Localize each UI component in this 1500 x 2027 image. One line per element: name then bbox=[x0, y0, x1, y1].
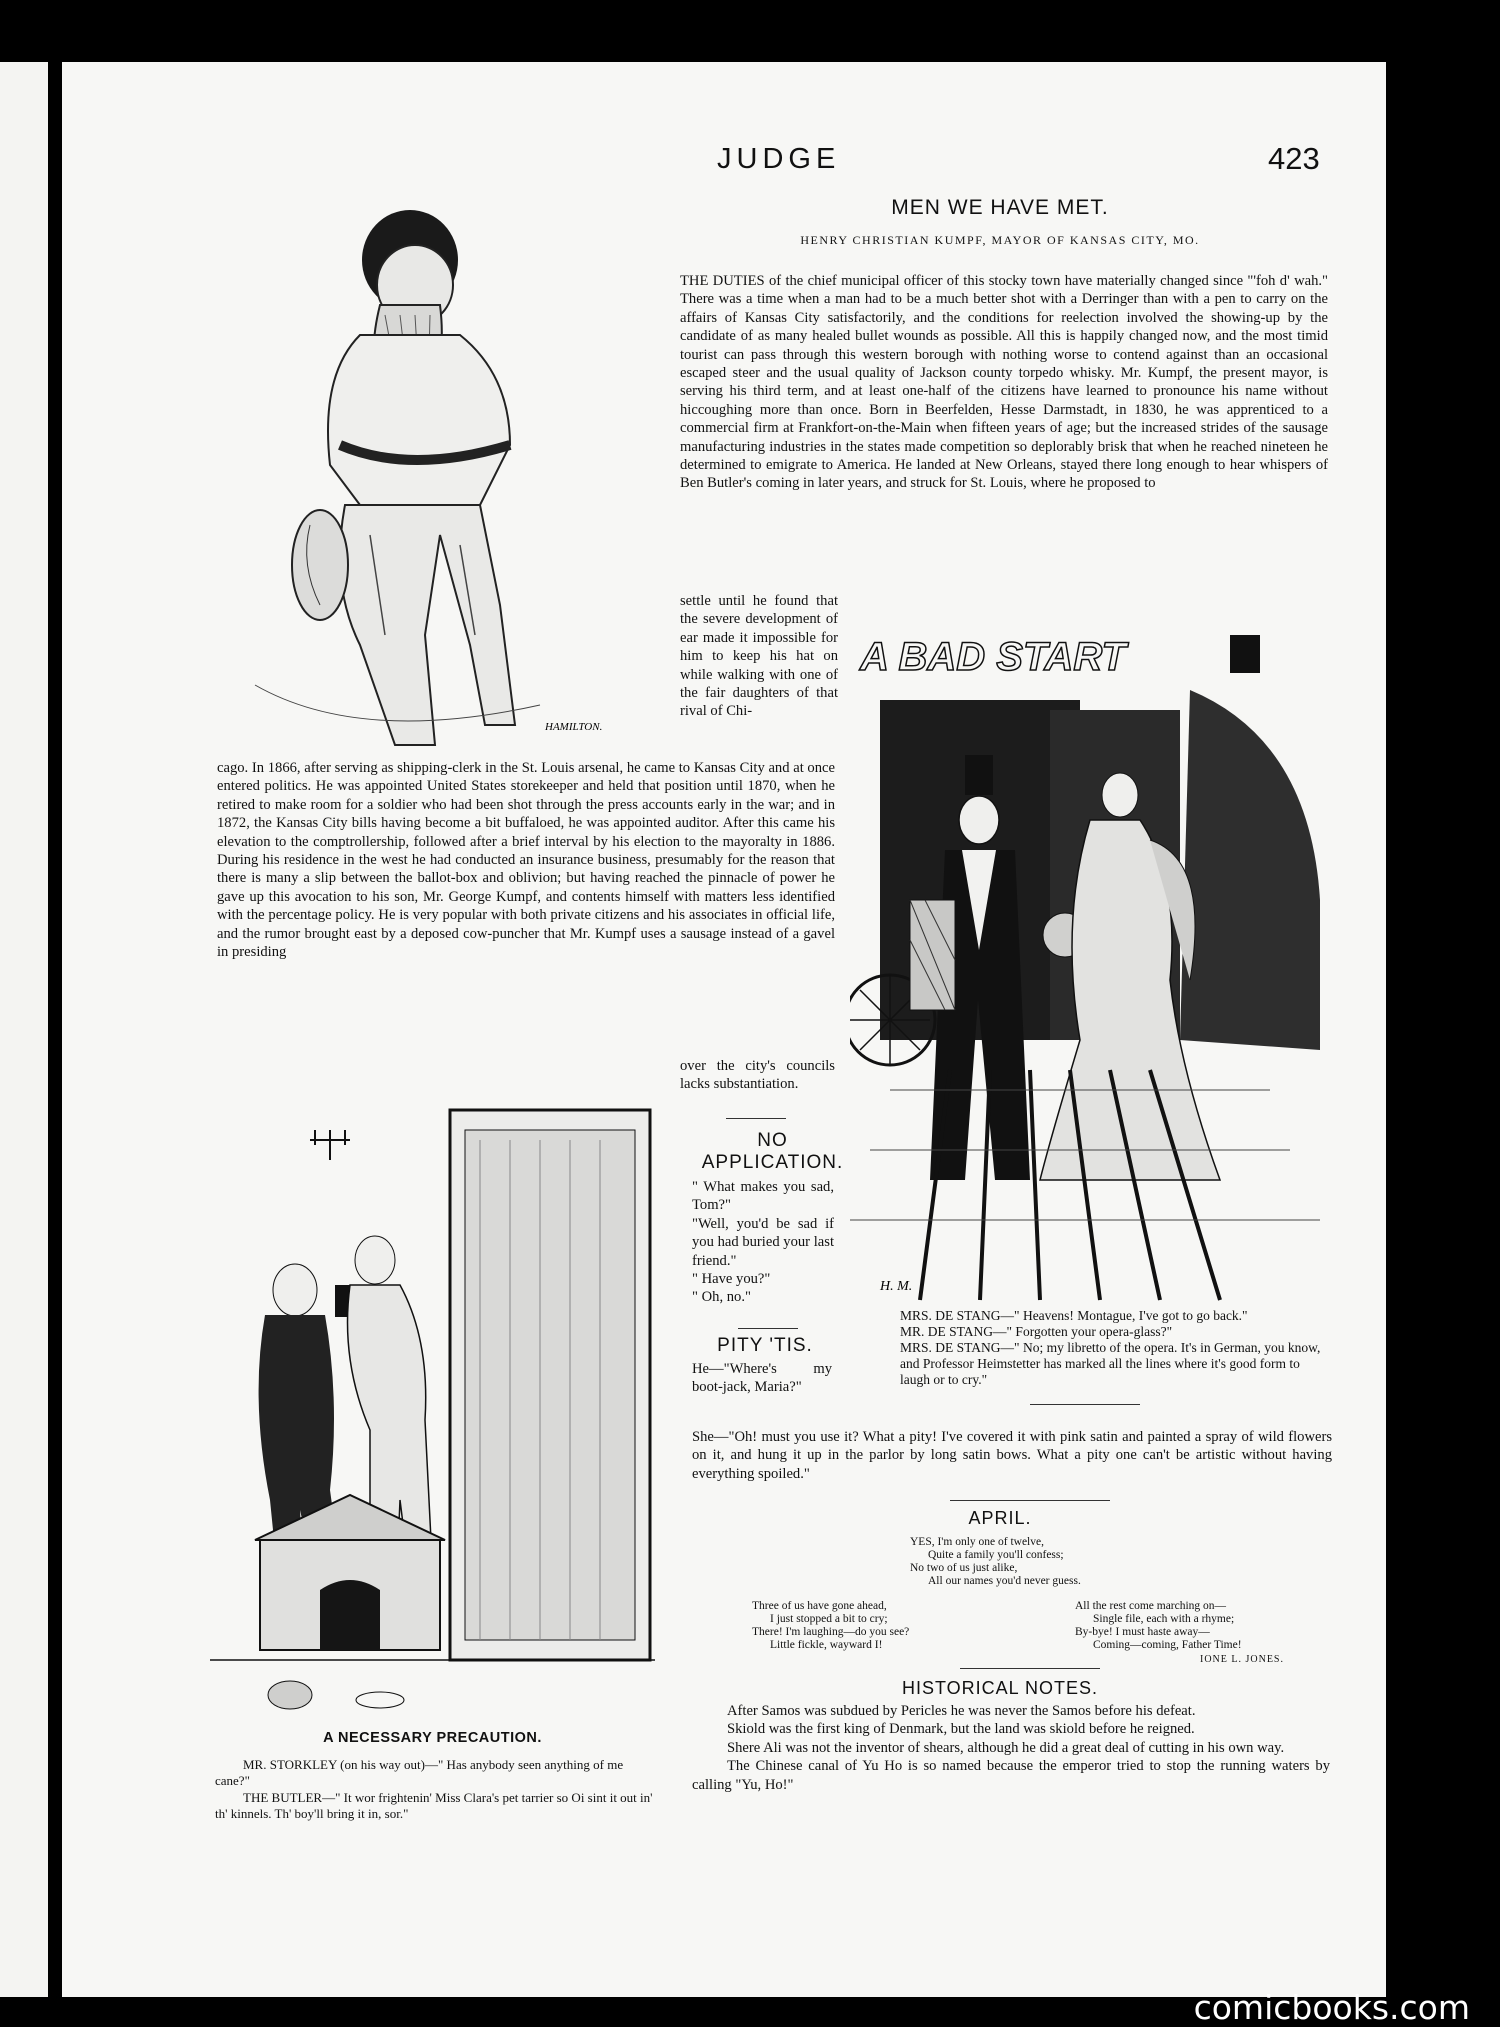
article-body-narrow: settle until he found that the severe development of ear made it impossible for him to keep his hat on while walking with one of the fair daughters of that rival of Chi- bbox=[680, 593, 838, 720]
dialogue-line: " Oh, no." bbox=[692, 1289, 751, 1306]
dialogue-line: " What makes you sad, Tom?" bbox=[692, 1179, 834, 1214]
watermark-logo: comicbooks.com bbox=[1193, 1988, 1470, 2027]
no-application-text bbox=[692, 1178, 834, 1307]
poem-line: Coming—coming, Father Time! bbox=[1093, 1639, 1242, 1651]
divider bbox=[726, 1118, 786, 1119]
bad-start-title: A BAD START bbox=[860, 635, 1126, 679]
page-number: 423 bbox=[1268, 141, 1320, 176]
poem-line: Three of us have gone ahead, bbox=[752, 1600, 887, 1612]
poem-line: By-bye! I must haste away— bbox=[1075, 1626, 1210, 1638]
poem-line: There! I'm laughing—do you see? bbox=[752, 1626, 910, 1638]
necessary-precaution-illustration bbox=[210, 1100, 655, 1715]
divider bbox=[950, 1500, 1110, 1501]
facing-page-edge bbox=[0, 62, 48, 1997]
caption-line: MRS. DE STANG—" No; my libretto of the opera. It's in German, you know, and Professor Heimstetter has marked all the lines where it's good form to laugh or to cry." bbox=[900, 1340, 1321, 1387]
article-subtitle: HENRY CHRISTIAN KUMPF, MAYOR OF KANSAS CITY, MO. bbox=[800, 233, 1200, 247]
poem-line: YES, I'm only one of twelve, bbox=[910, 1536, 1044, 1548]
note-line: After Samos was subdued by Pericles he was never the Samos before his defeat. bbox=[727, 1703, 1196, 1719]
april-stanza-right bbox=[1075, 1600, 1335, 1652]
pity-tis-she: She—"Oh! must you use it? What a pity! I've covered it with pink satin and painted a spray of wild flowers on it, and hung it up in the parlor by long satin bows. What a pity one can't be artistic without having everything spoiled." bbox=[692, 1429, 1332, 1482]
dialogue-line: " Have you?" bbox=[692, 1271, 771, 1288]
divider bbox=[960, 1668, 1100, 1669]
bad-start-caption bbox=[855, 1308, 1325, 1388]
poem-line: Quite a family you'll confess; bbox=[928, 1549, 1064, 1561]
note-line: Shere Ali was not the inventor of shears, although he did a great deal of cutting in his own way. bbox=[727, 1739, 1285, 1756]
poem-line: Single file, each with a rhyme; bbox=[1093, 1613, 1235, 1625]
poem-line: No two of us just alike, bbox=[910, 1562, 1018, 1574]
article-body-full: THE DUTIES of the chief municipal officer of this stocky town have materially changed since "'foh d' wah." There was a time when a man had to be a much better shot with a Derringer than with a pen to carry on the affairs of Kansas City satisfactorily, and the conditions for reelection involved the showing-up by the candidate of as many healed bullet wounds as possible. All this is happily changed now, and the most timid tourist can pass through this western borough with nothing worse to contend against than an occasional escaped steer and the usual quality of Jackson county torpedo whisky. Mr. Kumpf, the present mayor, is serving his third term, and at least one-half of the citizens have learned to pronounce his name without hiccoughing more than once. Born in Beerfelden, Hesse Darmstadt, in 1830, he was apprenticed to a commercial firm at Frankfort-on-the-Main when fifteen years of age; but the increased strides of the sausage manufacturing industries in the states made competition so deplorably brisk that when he reached nineteen he determined to emigrate to America. He landed at New Orleans, stayed there long enough to hear whispers of Ben Butler's coming in later years, and struck for St. Louis, where he proposed to bbox=[680, 273, 1328, 492]
article-body-wide: cago. In 1866, after serving as shipping-clerk in the St. Louis arsenal, he came to Kansas City and at once entered politics. He was appointed United States storekeeper and held that position until 1870, when he retired to make room for a soldier who had been shot through the press accounts early in the war; and in 1872, the Kansas City bills having become a bit buffaloed, he was appointed auditor. After this came his elevation to the comptrollership, followed after a brief interval by his election to the mayoralty in 1886. During his residence in the west he had conducted an insurance business, presumably for the reason that there is many a slip between the ballot-box and oblivion; but having reached the pinnacle of power he gave up this avocation to his son, Mr. George Kumpf, and contents himself with matters less identified with the percentage policy. He is very popular with both private citizens and his associates in official life, and the rumor brought east by a deposed cow-puncher that Mr. Kumpf uses a sausage instead of a gavel in presiding bbox=[217, 760, 835, 961]
april-title: APRIL. bbox=[968, 1508, 1032, 1528]
dialogue-line: "Well, you'd be sad if you had buried your last friend." bbox=[692, 1215, 834, 1269]
poem-line: All our names you'd never guess. bbox=[928, 1575, 1081, 1587]
poem-line: I just stopped a bit to cry; bbox=[770, 1613, 888, 1625]
historical-notes-body bbox=[692, 1702, 1330, 1794]
bad-start-illustration bbox=[850, 620, 1330, 1308]
article-body-end: over the city's councils lacks substantiation. bbox=[680, 1058, 835, 1093]
poem-line: Little fickle, wayward I! bbox=[770, 1639, 883, 1651]
april-stanza-left bbox=[752, 1600, 1012, 1652]
svg-text:H. M.: H. M. bbox=[880, 1279, 913, 1294]
april-author: IONE L. JONES. bbox=[1200, 1654, 1284, 1665]
poem-line: All the rest come marching on— bbox=[1075, 1600, 1227, 1612]
necessary-precaution-line1: MR. STORKLEY (on his way out)—" Has anybody seen anything of me cane?" bbox=[215, 1757, 624, 1788]
pity-tis-title: PITY 'TIS. bbox=[717, 1335, 813, 1356]
portrait-illustration bbox=[210, 205, 650, 765]
page-header-title: JUDGE bbox=[717, 143, 841, 175]
divider bbox=[1030, 1404, 1140, 1405]
divider bbox=[738, 1328, 798, 1329]
april-intro bbox=[910, 1536, 1210, 1588]
article-title: MEN WE HAVE MET. bbox=[891, 196, 1109, 219]
historical-notes-title: HISTORICAL NOTES. bbox=[901, 1678, 1099, 1698]
necessary-precaution-title: A NECESSARY PRECAUTION. bbox=[323, 1730, 542, 1746]
note-line: The Chinese canal of Yu Ho is so named because the emperor tried to stop the running waters by calling "Yu, Ho!" bbox=[692, 1758, 1330, 1793]
necessary-precaution-line2: THE BUTLER—" It wor frightenin' Miss Clara's pet tarrier so Oi sint it out in' th' kinnels. Th' boy'll bring it in, sor." bbox=[215, 1790, 653, 1821]
note-line: Skiold was the first king of Denmark, but the land was skiold before he reigned. bbox=[727, 1721, 1195, 1738]
no-application-title: NO APPLICATION. bbox=[701, 1130, 844, 1173]
caption-line: MR. DE STANG—" Forgotten your opera-glass?" bbox=[900, 1324, 1173, 1339]
pity-tis-he: He—"Where's my boot-jack, Maria?" bbox=[692, 1361, 832, 1396]
portrait-signature: HAMILTON. bbox=[545, 721, 603, 733]
caption-line: MRS. DE STANG—" Heavens! Montague, I've got to go back." bbox=[900, 1308, 1248, 1323]
